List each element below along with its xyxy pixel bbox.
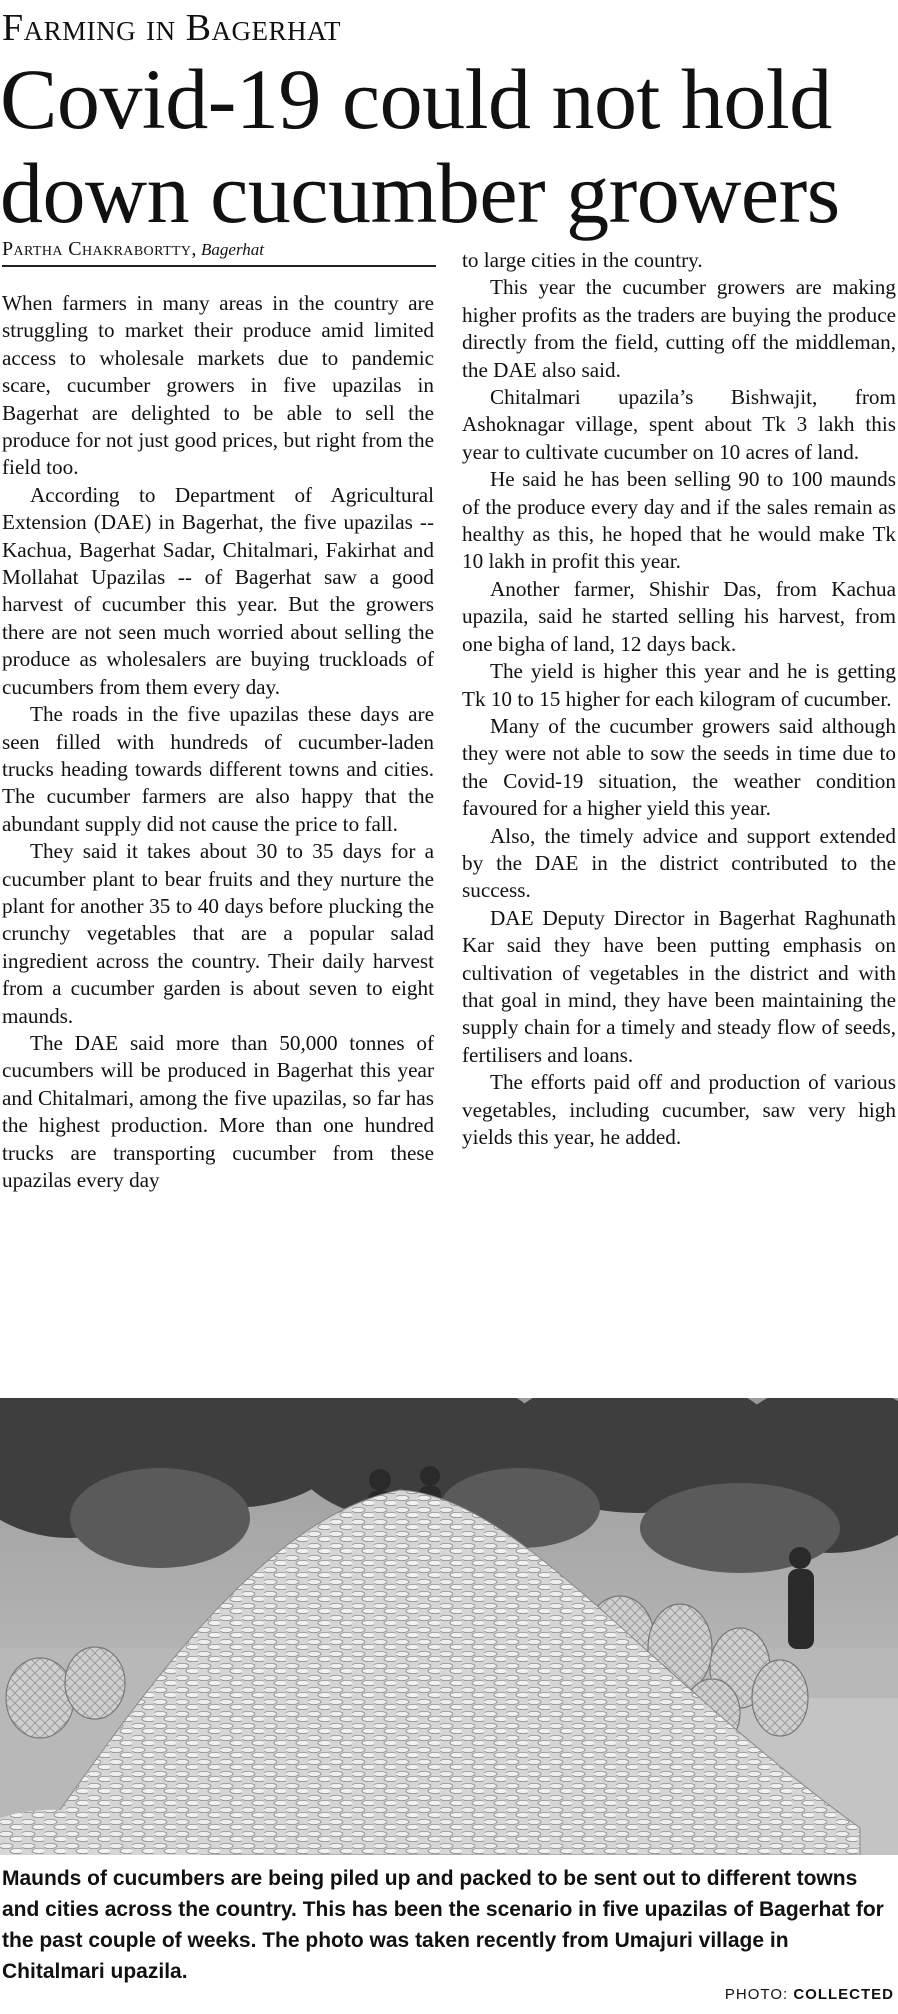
byline (2, 238, 436, 267)
paragraph: He said he has been selling 90 to 100 maunds of the produce every day and if the sales remain as healthy as this, he hoped that he would make Tk 10 lakh in profit this year. (462, 467, 896, 574)
paragraph: Chitalmari upazila’s Bishwajit, from Ashoknagar village, spent about Tk 3 lakh this year to cultivate cucumber on 10 acres of land. (462, 385, 896, 464)
paragraph: The yield is higher this year and he is getting Tk 10 to 15 higher for each kilogram of cucumber. (462, 659, 896, 711)
photo-credit-source: COLLECTED (793, 1986, 894, 2003)
photo-credit-label: PHOTO: (724, 1986, 789, 2003)
paragraph: This year the cucumber growers are making higher profits as the traders are buying the produce directly from the field, cutting off the middleman, the DAE also said. (462, 275, 896, 382)
paragraph: Many of the cucumber growers said although they were not able to sow the seeds in time due to the Covid-19 situation, the weather condition favoured for a higher yield this year. (462, 713, 896, 821)
paragraph: DAE Deputy Director in Bagerhat Raghunath Kar said they have been putting emphasis on cultivation of vegetables in the district and with that goal in mind, they have been maintaining the supply chain for a timely and steady flow of seeds, fertilisers and loans. (462, 905, 896, 1067)
paragraph: The DAE said more than 50,000 tonnes of cucumbers will be produced in Bagerhat this year and Chitalmari, among the five upazilas, so far has the highest production. More than one hundred trucks are transporting cucumber from these upazilas every day (2, 1030, 434, 1192)
paragraph: The roads in the five upazilas these days are seen filled with hundreds of cucumber-laden trucks heading towards different towns and cities. The cucumber farmers are also happy that the abundant supply did not cause the price to fall. (2, 702, 434, 836)
photo-credit (725, 1986, 894, 2003)
article-column-2 (462, 247, 896, 1151)
paragraph: to large cities in the country. (462, 248, 703, 272)
byline-author: Partha Chakrabortty, (2, 238, 197, 260)
paragraph: They said it takes about 30 to 35 days for a cucumber plant to bear fruits and they nurture the plant for another 35 to 40 days before plucking the crunchy vegetables that are a popular salad ingredient across the country. Their daily harvest from a cucumber garden is about seven to eight maunds. (2, 839, 434, 1028)
paragraph: When farmers in many areas in the country are struggling to market their produce amid limited access to wholesale markets due to pandemic scare, cucumber growers in five upazilas in Bagerhat are delighted to be able to sell the produce for not just good prices, but right from the field too. (2, 291, 434, 480)
paragraph: The efforts paid off and production of various vegetables, including cucumber, saw very high yields this year, he added. (462, 1070, 896, 1149)
cucumber-pile-photo (0, 1398, 898, 1855)
article-column-1 (2, 290, 434, 1194)
photo-illustration (0, 1398, 898, 1855)
section-kicker: Farming in Bagerhat (2, 7, 341, 49)
headline: Covid-19 could not hold down cucumber growers (0, 51, 840, 241)
paragraph: Also, the timely advice and support extended by the DAE in the district contributed to the success. (462, 823, 896, 903)
photo-caption: Maunds of cucumbers are being piled up and packed to be sent out to different towns and cities across the country. This has been the scenario in five upazilas of Bagerhat for the past couple of weeks. The photo was taken recently from Umajuri village in Chitalmari upazila. (2, 1867, 884, 1983)
byline-location: Bagerhat (201, 240, 264, 259)
paragraph: Another farmer, Shishir Das, from Kachua upazila, said he started selling his harvest, from one bigha of land, 12 days back. (462, 576, 896, 656)
paragraph: According to Department of Agricultural Extension (DAE) in Bagerhat, the five upazilas -- Kachua, Bagerhat Sadar, Chitalmari, Fakirhat and Mollahat Upazilas -- of Bagerhat saw a good harvest of cucumber this year. But the growers there are not seen much worried about selling the produce as wholesalers are buying truckloads of cucumbers from them every day. (2, 482, 434, 699)
